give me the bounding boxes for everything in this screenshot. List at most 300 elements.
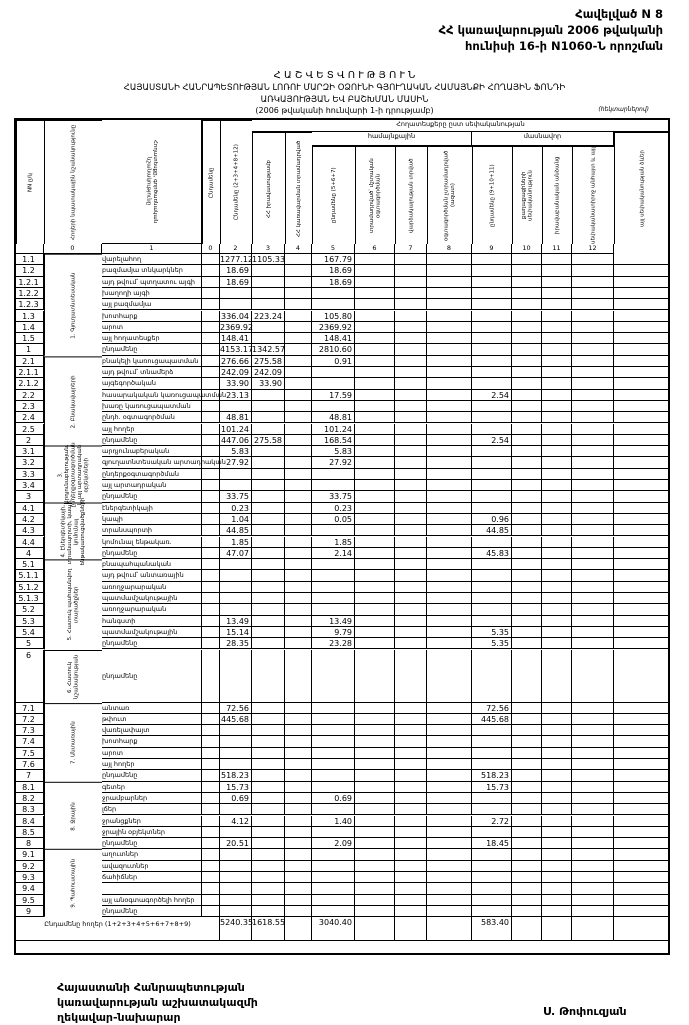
appendix-number: Հավելված N 8 — [575, 7, 663, 21]
header-c5: տրամադրված՝ մշտական օգտագործման — [355, 146, 395, 244]
empty-cell — [542, 446, 572, 457]
value-cell: 44.85 — [472, 525, 512, 536]
empty-cell — [572, 344, 614, 355]
header-c9: քաղաքացիների սեփականություն — [512, 146, 542, 244]
empty-cell — [572, 288, 614, 299]
unit-cell — [202, 804, 220, 815]
header-name: Հողատեսքը, գործառնական նշանակությունը — [102, 120, 202, 244]
empty-cell — [614, 469, 670, 480]
empty-cell — [512, 390, 542, 401]
row-number: 2 — [16, 435, 44, 446]
value-cell — [252, 714, 285, 725]
value-cell: 28.35 — [220, 638, 252, 649]
empty-cell — [572, 311, 614, 322]
empty-cell — [614, 736, 670, 747]
value-cell — [472, 748, 512, 759]
header-col12: այլ սեփականության ձևեր — [614, 132, 670, 244]
row-number: 5.1.3 — [16, 593, 44, 604]
row-number: 1.2.2 — [16, 288, 44, 299]
unit-cell — [202, 616, 220, 627]
value-cell: 1.85 — [220, 537, 252, 548]
empty-cell — [614, 827, 670, 838]
row-number: 4.3 — [16, 525, 44, 536]
value-cell: 23.13 — [220, 390, 252, 401]
value-cell — [252, 793, 285, 804]
value-cell — [312, 570, 355, 581]
value-cell — [252, 872, 285, 883]
value-cell — [252, 322, 285, 333]
empty-cell — [512, 265, 542, 276]
row-name: կապի — [102, 514, 202, 525]
empty-cell — [614, 748, 670, 759]
empty-cell — [355, 593, 395, 604]
empty-cell — [355, 469, 395, 480]
value-cell: 445.68 — [220, 714, 252, 725]
unit-cell — [202, 838, 220, 849]
empty-cell — [512, 322, 542, 333]
empty-cell — [427, 725, 472, 736]
value-cell — [252, 491, 285, 502]
value-cell: 33.75 — [312, 491, 355, 502]
empty-cell — [512, 593, 542, 604]
empty-cell — [427, 627, 472, 638]
value-cell: 2.14 — [312, 548, 355, 559]
value-cell — [472, 570, 512, 581]
empty-cell — [285, 627, 312, 638]
empty-cell — [512, 378, 542, 389]
value-cell — [472, 582, 512, 593]
empty-cell — [614, 917, 670, 941]
empty-cell — [614, 861, 670, 872]
value-cell — [472, 288, 512, 299]
empty-cell — [395, 650, 427, 703]
value-cell — [472, 457, 512, 468]
value-cell — [472, 872, 512, 883]
empty-cell — [572, 748, 614, 759]
value-cell — [252, 816, 285, 827]
row-number: 4.1 — [16, 503, 44, 514]
value-cell: 18.69 — [220, 277, 252, 288]
unit-cell — [202, 861, 220, 872]
empty-cell — [572, 265, 614, 276]
empty-cell — [614, 356, 670, 367]
empty-cell — [542, 627, 572, 638]
total-label: Ընդամենը հողեր (1+2+3+4+5+6+7+8+9) — [16, 917, 220, 941]
empty-cell — [427, 793, 472, 804]
empty-cell — [614, 770, 670, 781]
value-cell: 0.05 — [312, 514, 355, 525]
value-cell — [252, 638, 285, 649]
value-cell — [252, 604, 285, 615]
value-cell: 2369.92 — [220, 322, 254, 332]
empty-cell — [395, 861, 427, 872]
empty-cell — [427, 703, 472, 714]
empty-cell — [427, 548, 472, 559]
empty-cell — [395, 582, 427, 593]
row-name: աղուտներ — [102, 849, 202, 860]
unit-cell — [202, 703, 220, 714]
empty-cell — [395, 299, 427, 310]
value-cell — [312, 401, 355, 412]
empty-cell — [512, 525, 542, 536]
value-cell — [252, 650, 285, 703]
empty-cell — [427, 491, 472, 502]
unit-cell — [202, 770, 220, 781]
row-name: առողջարարական — [102, 582, 202, 593]
value-cell — [252, 759, 285, 770]
empty-cell — [614, 804, 670, 815]
empty-cell — [395, 759, 427, 770]
value-cell: 1277.12 — [220, 255, 254, 264]
empty-cell — [512, 883, 542, 894]
value-cell: 18.69 — [312, 265, 355, 276]
value-cell — [312, 883, 355, 894]
empty-cell — [395, 917, 427, 941]
row-number: 2.1 — [16, 356, 44, 367]
empty-cell — [512, 714, 542, 725]
empty-cell — [355, 378, 395, 389]
empty-cell — [427, 782, 472, 793]
empty-cell — [542, 525, 572, 536]
empty-cell — [542, 838, 572, 849]
empty-cell — [355, 616, 395, 627]
empty-cell — [512, 277, 542, 288]
row-number: 5.4 — [16, 627, 44, 638]
empty-cell — [355, 604, 395, 615]
value-cell: 20.51 — [220, 838, 252, 849]
header-no: NN ը/կ — [16, 120, 44, 244]
empty-cell — [285, 288, 312, 299]
empty-cell — [542, 593, 572, 604]
empty-cell — [285, 469, 312, 480]
row-name: գետեր — [102, 782, 202, 793]
value-cell — [220, 570, 252, 581]
value-cell — [220, 650, 252, 703]
value-cell: 44.85 — [220, 525, 252, 536]
value-cell: 0.69 — [220, 793, 252, 804]
row-number: 1 — [16, 344, 44, 355]
value-cell — [472, 861, 512, 872]
row-number: 5 — [16, 638, 44, 649]
row-number: 8 — [16, 838, 44, 849]
unit-cell — [202, 736, 220, 747]
empty-cell — [355, 703, 395, 714]
value-cell: 5.83 — [220, 446, 252, 457]
value-cell — [472, 736, 512, 747]
empty-cell — [285, 849, 312, 860]
empty-cell — [614, 627, 670, 638]
empty-cell — [285, 277, 312, 288]
empty-cell — [542, 322, 572, 333]
value-cell — [312, 378, 355, 389]
row-name: ընդամենը — [102, 770, 202, 781]
value-cell: 27.92 — [220, 457, 252, 468]
empty-cell — [427, 570, 472, 581]
empty-cell — [512, 872, 542, 883]
unit-cell — [202, 435, 220, 446]
value-cell: 1.85 — [312, 537, 355, 548]
unit-cell — [202, 593, 220, 604]
empty-cell — [614, 277, 670, 288]
empty-cell — [512, 457, 542, 468]
empty-cell — [572, 604, 614, 615]
empty-cell — [542, 548, 572, 559]
empty-cell — [395, 457, 427, 468]
row-name: այլ հողեր — [102, 759, 202, 770]
empty-cell — [542, 895, 572, 906]
empty-cell — [285, 570, 312, 581]
report-subtitle: ՀԱՅԱՍՏԱՆԻ ՀԱՆՐԱՊԵՏՈՒԹՅԱՆ ԼՈՌՈՒ ՄԱՐԶԻ ՕՁՈՒՆԻ ԳՅՈՒՂԱԿԱՆ ՀԱՄԱՅՆՔԻ ՀՈՂԱՅԻՆ ՖՈՆԴԻ — [123, 83, 566, 93]
value-cell — [312, 559, 355, 570]
empty-cell — [395, 412, 427, 423]
row-number: 8.1 — [16, 782, 44, 793]
value-cell: 336.04 — [220, 311, 252, 322]
empty-cell — [542, 770, 572, 781]
row-number: 3.2 — [16, 457, 44, 468]
value-cell: 0.69 — [312, 793, 355, 804]
row-number: 2.4 — [16, 412, 44, 423]
empty-cell — [572, 254, 614, 265]
empty-cell — [355, 559, 395, 570]
unit-cell — [202, 570, 220, 581]
unit-label: (հեկտարներով) — [598, 106, 649, 113]
value-cell — [312, 770, 355, 781]
empty-cell — [572, 322, 614, 333]
empty-cell — [285, 333, 312, 344]
empty-cell — [614, 793, 670, 804]
row-number: 7.3 — [16, 725, 44, 736]
empty-cell — [285, 748, 312, 759]
empty-cell — [614, 703, 670, 714]
empty-cell — [572, 861, 614, 872]
empty-cell — [614, 378, 670, 389]
empty-cell — [395, 311, 427, 322]
unit-cell — [202, 559, 220, 570]
value-cell: 4.12 — [220, 816, 252, 827]
empty-cell — [427, 650, 472, 703]
empty-cell — [542, 616, 572, 627]
empty-cell — [512, 917, 542, 941]
row-name — [102, 883, 202, 894]
value-cell — [220, 759, 252, 770]
empty-cell — [512, 804, 542, 815]
colnum: 1 — [102, 244, 202, 254]
value-cell — [252, 895, 285, 906]
empty-cell — [285, 412, 312, 423]
unit-cell — [202, 311, 220, 322]
empty-cell — [572, 548, 614, 559]
empty-cell — [355, 333, 395, 344]
value-cell — [252, 906, 285, 917]
land-fund-table — [14, 118, 670, 955]
empty-cell — [355, 480, 395, 491]
value-cell — [312, 906, 355, 917]
empty-cell — [355, 277, 395, 288]
value-cell — [220, 593, 252, 604]
empty-cell — [355, 491, 395, 502]
empty-cell — [542, 288, 572, 299]
empty-cell — [512, 782, 542, 793]
empty-cell — [542, 782, 572, 793]
empty-cell — [285, 537, 312, 548]
empty-cell — [542, 570, 572, 581]
row-number: 8.5 — [16, 827, 44, 838]
empty-cell — [614, 548, 670, 559]
row-name: խառը կառուցապատման — [102, 401, 202, 412]
empty-cell — [395, 537, 427, 548]
empty-cell — [427, 736, 472, 747]
empty-cell — [395, 265, 427, 276]
empty-cell — [542, 559, 572, 570]
row-number: 7.5 — [16, 748, 44, 759]
empty-cell — [542, 650, 572, 703]
row-name: բնակելի կառուցապատման — [102, 356, 202, 367]
empty-cell — [427, 759, 472, 770]
value-cell: 167.79 — [312, 254, 355, 265]
empty-cell — [355, 390, 395, 401]
empty-cell — [614, 537, 670, 548]
empty-cell — [614, 390, 670, 401]
empty-cell — [395, 793, 427, 804]
empty-cell — [572, 895, 614, 906]
empty-cell — [512, 412, 542, 423]
empty-cell — [572, 491, 614, 502]
value-cell: 242.09 — [220, 367, 252, 378]
empty-cell — [572, 514, 614, 525]
row-name: կոմունալ ենթակառ. — [102, 537, 202, 548]
row-name: ընդամենը — [102, 491, 202, 502]
row-name: էներգետիկայի — [102, 503, 202, 514]
value-cell — [252, 401, 285, 412]
row-number: 2.1.1 — [16, 367, 44, 378]
empty-cell — [395, 849, 427, 860]
empty-cell — [427, 367, 472, 378]
empty-cell — [285, 401, 312, 412]
unit-cell — [202, 277, 220, 288]
row-name: հասարակական կառուցապատման — [102, 390, 202, 401]
empty-cell — [572, 435, 614, 446]
value-cell — [220, 582, 252, 593]
empty-cell — [285, 457, 312, 468]
value-cell: 18.69 — [220, 265, 252, 276]
empty-cell — [285, 435, 312, 446]
empty-cell — [572, 469, 614, 480]
empty-cell — [512, 703, 542, 714]
value-cell — [220, 288, 252, 299]
row-name: արդյունաբերական — [102, 446, 202, 457]
empty-cell — [512, 446, 542, 457]
empty-cell — [427, 838, 472, 849]
group-label: 1. Գյուղատնտեսական — [44, 254, 102, 356]
empty-cell — [395, 559, 427, 570]
value-cell — [472, 446, 512, 457]
value-cell — [252, 627, 285, 638]
empty-cell — [395, 570, 427, 581]
empty-cell — [395, 288, 427, 299]
row-name: ավազուտներ — [102, 861, 202, 872]
unit-cell — [202, 390, 220, 401]
empty-cell — [572, 638, 614, 649]
empty-cell — [512, 748, 542, 759]
header-private: մասնավոր — [472, 132, 614, 146]
colnum: 6 — [355, 244, 395, 254]
value-cell — [220, 469, 252, 480]
report-title: Հ Ա Շ Վ Ե Տ Վ Ո Ւ Թ Յ Ո Ւ Ն — [273, 70, 416, 81]
empty-cell — [395, 548, 427, 559]
empty-cell — [614, 265, 670, 276]
empty-cell — [355, 748, 395, 759]
empty-cell — [572, 333, 614, 344]
header-c7: օգտագործման չտրամադրված (ազատ) — [427, 146, 472, 244]
row-name: ջրանցքներ — [102, 816, 202, 827]
empty-cell — [355, 322, 395, 333]
row-number: 6 — [16, 650, 44, 703]
empty-cell — [395, 344, 427, 355]
empty-cell — [285, 559, 312, 570]
empty-cell — [427, 804, 472, 815]
unit-cell — [202, 401, 220, 412]
row-number: 5.1.2 — [16, 582, 44, 593]
value-cell — [252, 537, 285, 548]
empty-cell — [427, 525, 472, 536]
value-cell: 72.56 — [472, 703, 512, 714]
empty-cell — [614, 503, 670, 514]
empty-cell — [542, 333, 572, 344]
value-cell: 33.90 — [220, 378, 252, 389]
empty-cell — [395, 736, 427, 747]
empty-cell — [395, 378, 427, 389]
empty-cell — [427, 582, 472, 593]
value-cell — [252, 593, 285, 604]
group-label: 7. Անտառային — [44, 703, 102, 782]
empty-cell — [614, 883, 670, 894]
group-label: 6. Հատուկ նշանակության — [44, 650, 102, 703]
value-cell — [252, 333, 285, 344]
empty-cell — [285, 861, 312, 872]
value-cell: 0.23 — [220, 503, 252, 514]
empty-cell — [427, 457, 472, 468]
value-cell — [252, 570, 285, 581]
empty-cell — [355, 816, 395, 827]
decree-line: ՀՀ կառավարության 2006 թվականի — [438, 23, 663, 37]
value-cell — [472, 412, 512, 423]
empty-cell — [572, 770, 614, 781]
empty-cell — [572, 446, 614, 457]
empty-cell — [542, 703, 572, 714]
colnum: 11 — [542, 244, 572, 254]
value-cell — [252, 480, 285, 491]
empty-cell — [427, 861, 472, 872]
empty-cell — [512, 254, 542, 265]
empty-cell — [572, 782, 614, 793]
value-cell — [472, 322, 512, 333]
empty-cell — [512, 344, 542, 355]
unit-cell — [202, 333, 220, 344]
value-cell — [472, 503, 512, 514]
row-name: լճեր — [102, 804, 202, 815]
empty-cell — [542, 725, 572, 736]
row-name: այլ հողեր — [102, 424, 202, 435]
value-cell — [312, 703, 355, 714]
value-cell — [252, 703, 285, 714]
row-number: 9.5 — [16, 895, 44, 906]
empty-cell — [512, 816, 542, 827]
empty-cell — [355, 838, 395, 849]
empty-cell — [542, 503, 572, 514]
colnum: 10 — [512, 244, 542, 254]
unit-cell — [202, 906, 220, 917]
value-cell: 5.35 — [472, 638, 512, 649]
